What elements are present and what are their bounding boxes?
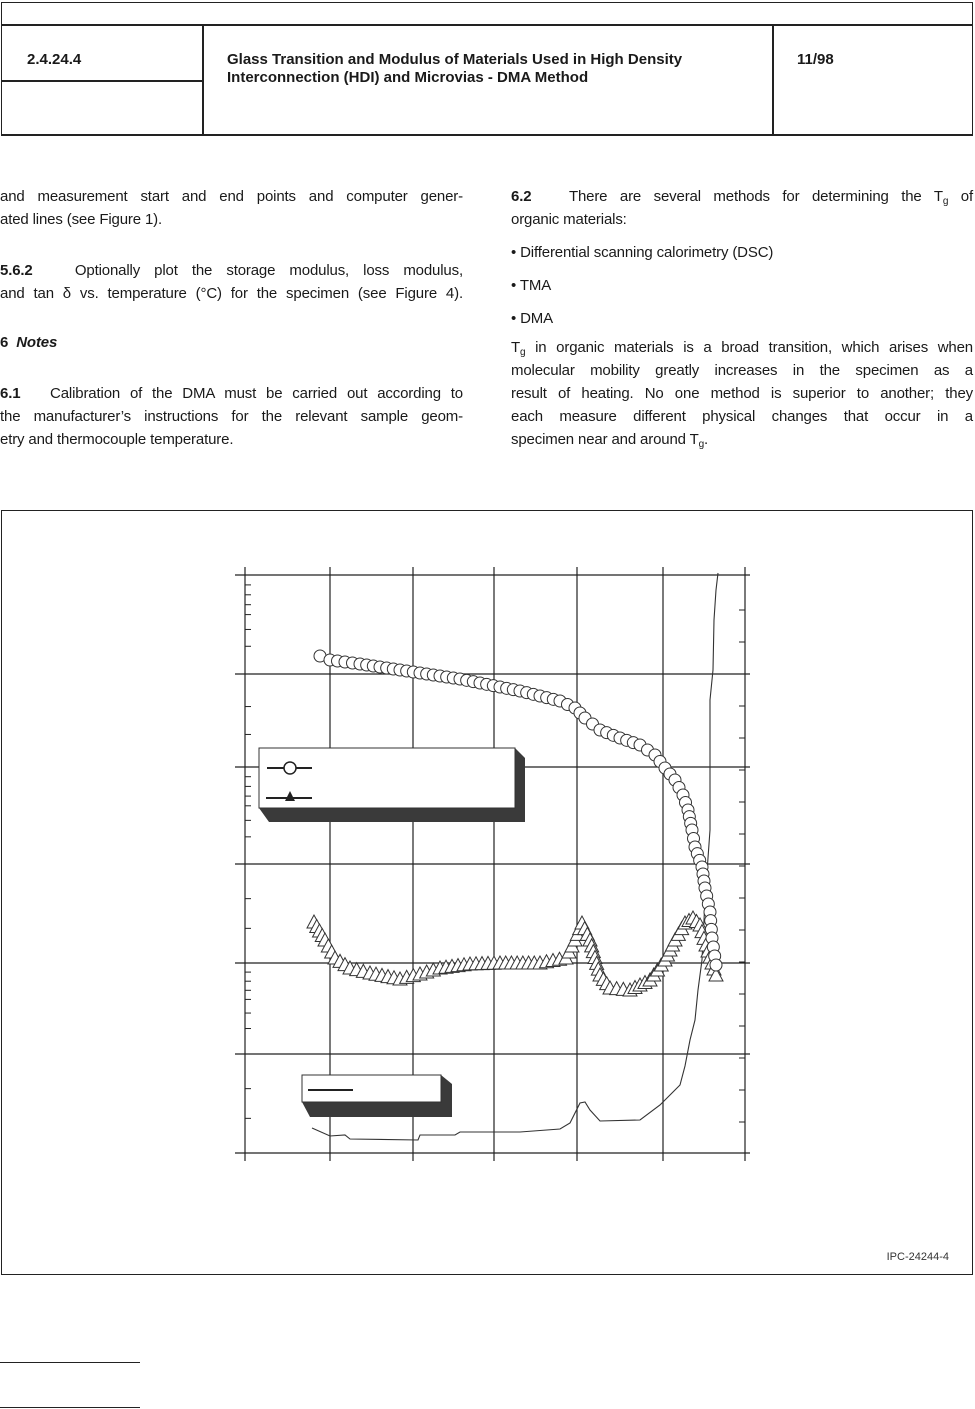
figure-id: IPC-24244-4 (886, 1251, 949, 1263)
body-text: Calibration of the DMA must be carried out according to (50, 385, 463, 402)
section-number: 5.6.2 (0, 262, 33, 279)
body-text: Optionally plot the storage modulus, loss modulus, (74, 262, 463, 279)
body-text: in organic materials is a broad transition, which arises when (525, 339, 973, 356)
tan-delta-line (312, 573, 718, 1140)
bullet-item: • Differential scanning calorimetry (DSC) (511, 244, 774, 261)
section-number: 6.2 (511, 188, 532, 205)
bullet-item: • TMA (511, 277, 552, 294)
footnote-rule (0, 1407, 140, 1408)
body-text: T (511, 339, 521, 356)
body-text: molecular mobility greatly increases in the specimen as a (511, 362, 973, 379)
subscript: g (520, 347, 526, 358)
document-date: 11/98 (797, 51, 834, 68)
body-text: specimen near and around T (511, 431, 699, 448)
section-title: Notes (16, 334, 58, 351)
body-text: each measure different physical changes that occur in a (511, 408, 973, 425)
bullet-item: • DMA (511, 310, 554, 327)
body-text: result of heating. No one method is superior to another; they (511, 385, 973, 402)
body-text: ated lines (see Figure 1). (0, 211, 163, 228)
subscript: g (942, 196, 949, 207)
storage-modulus-marker (710, 959, 722, 971)
document-number: 2.4.24.4 (27, 51, 82, 68)
body-text: There are several methods for determining the T (568, 188, 943, 205)
section-number: 6 (0, 334, 9, 351)
section-number: 6.1 (0, 385, 21, 402)
body-text: . (704, 431, 709, 448)
legend-box (302, 1075, 441, 1102)
body-text: and measurement start and end points and computer gener- (0, 188, 463, 205)
body-text: etry and thermocouple temperature. (0, 431, 234, 448)
legend-circle-marker (284, 762, 296, 774)
subscript: g (698, 439, 705, 450)
body-text: organic materials: (511, 211, 627, 228)
body-text: the manufacturer’s instructions for the relevant sample geom- (0, 408, 463, 425)
document-title-line2: Interconnection (HDI) and Microvias - DMA Method (227, 69, 589, 86)
document-title-line1: Glass Transition and Modulus of Materials Used in High Density (227, 51, 683, 68)
body-text: and tan δ vs. temperature (°C) for the specimen (see Figure 4). (0, 285, 463, 302)
footnote-rule (0, 1362, 140, 1363)
body-text: of (948, 188, 973, 205)
